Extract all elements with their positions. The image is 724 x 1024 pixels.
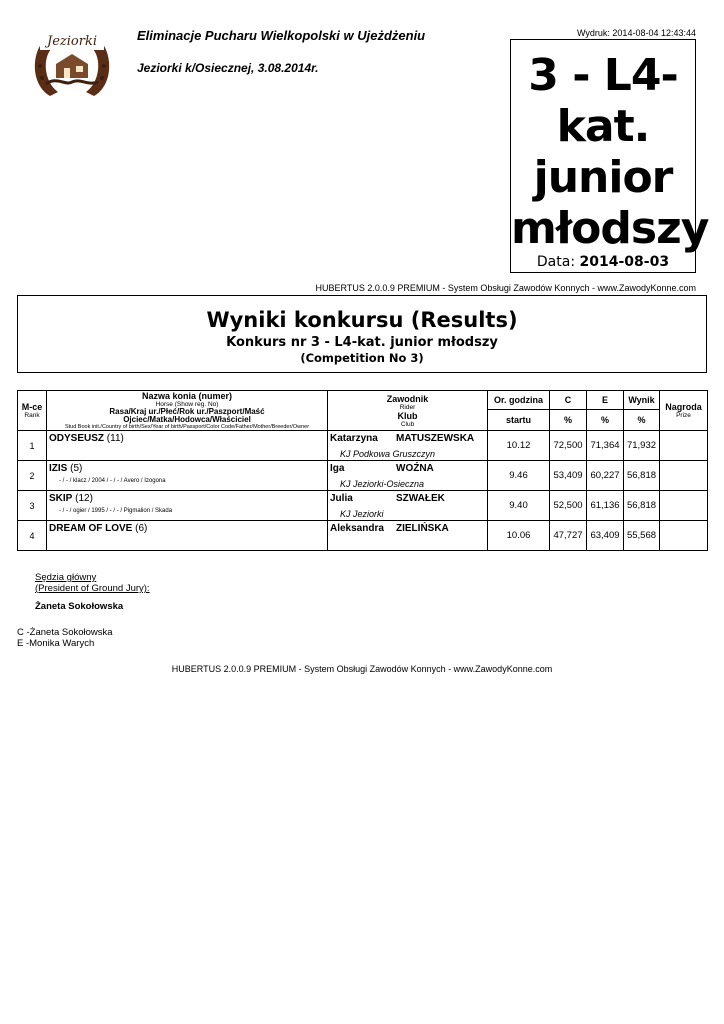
jury-member: C -Żaneta Sokołowska [17,627,113,638]
col-c-sublabel: % [563,415,572,426]
horse-details: - / - / ogier / 1995 / - / - / Pigmalion / Skada [59,508,173,514]
row-horse [47,461,328,491]
rider-last-name: WOŹNA [396,463,434,474]
col-e-label: E [601,395,608,406]
competition-name-line: kat. [556,101,650,152]
col-rank-label-en: Rank [24,412,40,419]
row-result: 55,568 [624,521,660,551]
col-prize-label-en: Prize [676,412,691,419]
col-c-label: C [564,395,572,406]
row-rank: 3 [18,491,47,521]
judge-name: Żaneta Sokołowska [35,601,124,612]
competition-name-line: junior [533,152,673,203]
print-timestamp: Wydruk: 2014-08-04 12:43:44 [577,28,696,38]
col-time-header [488,391,550,410]
horse-name: SKIP [49,493,73,504]
col-time-sublabel: startu [505,415,531,426]
horse-number: (6) [135,523,148,534]
horse-details: - / - / klacz / 2004 / - / - / Avero / Izogona [59,478,166,484]
col-result-header [624,391,660,410]
rider-first-name: Iga [330,463,345,474]
horse-number: (5) [70,463,83,474]
col-rank-header [18,391,47,431]
row-score-c: 72,500 [550,431,587,461]
row-score-e: 60,227 [587,461,624,491]
col-rider-label-en: Rider [399,403,416,411]
competition-date [511,254,695,270]
row-rider [328,491,488,521]
rider-last-name: ZIELIŃSKA [396,523,449,534]
col-prize-header [660,391,708,431]
row-result: 56,818 [624,491,660,521]
col-result-label: Wynik [628,395,655,406]
row-score-e: 63,409 [587,521,624,551]
judge-label-pl: Sędzia główny [35,572,97,583]
system-credit-top: HUBERTUS 2.0.0.9 PREMIUM - System Obsługi Zawodów Konnych - www.ZawodyKonne.com [315,283,696,293]
row-rank: 2 [18,461,47,491]
col-prize-label: Nagroda [665,402,702,412]
competition-name-line: 3 - L4- [528,50,678,101]
results-title: Wyniki konkursu (Results) [206,308,518,332]
results-table [17,390,708,551]
event-title: Eliminacje Pucharu Wielkopolski w Ujeżdżeniu [137,28,426,43]
row-score-c: 52,500 [550,491,587,521]
competition-box [510,39,709,273]
col-time-label: Or. godzina [493,395,543,406]
rider-club: KJ Podkowa Gruszczyn [340,449,436,459]
table-row [18,461,708,491]
results-subtitle: Konkurs nr 3 - L4-kat. junior młodszy [226,335,498,350]
row-horse [47,521,328,551]
col-e-header [587,391,624,410]
table-row [18,491,708,521]
col-result-subheader [624,410,660,431]
col-e-subheader [587,410,624,431]
row-rank: 4 [18,521,47,551]
results-subtitle-en: (Competition No 3) [300,351,424,365]
row-prize [660,491,708,521]
competition-name [511,50,709,254]
row-start-time: 10.12 [488,431,550,461]
horse-number: (12) [75,493,93,504]
row-rank: 1 [18,431,47,461]
row-horse [47,491,328,521]
judge-label-en: (President of Ground Jury): [35,583,150,594]
row-prize [660,461,708,491]
col-horse-header [47,391,328,431]
table-row [18,431,708,461]
row-score-e: 71,364 [587,431,624,461]
col-e-sublabel: % [600,415,609,426]
competition-name-line: młodszy [511,203,709,254]
horse-number: (11) [106,433,124,444]
rider-last-name: SZWAŁEK [396,493,445,504]
col-rider-header [328,391,488,431]
row-rider [328,461,488,491]
horse-name: IZIS [49,463,68,474]
row-result: 71,932 [624,431,660,461]
event-logo [26,26,118,100]
rider-first-name: Aleksandra [330,523,384,534]
col-c-subheader [550,410,587,431]
logo-lettering: Jeziorki [47,34,97,49]
row-score-c: 53,409 [550,461,587,491]
rider-club: KJ Jeziorki [340,509,384,519]
col-horse-line3: Ojciec/Matka/Hodowca/Właściciel [123,415,251,424]
rider-first-name: Katarzyna [330,433,378,444]
date-label: Data: [536,254,576,270]
row-start-time: 9.40 [488,491,550,521]
col-horse-label-en: Horse (Show reg. No) [155,401,219,408]
col-horse-line2: Rasa/Kraj ur./Płeć/Rok ur./Paszport/Maść [109,407,265,416]
row-result: 56,818 [624,461,660,491]
jury-list [17,627,113,649]
date-value: 2014-08-03 [579,254,670,270]
row-prize [660,521,708,551]
judge-label [35,572,150,594]
col-club-label-en: Club [400,420,415,428]
horse-name: ODYSEUSZ [49,433,105,444]
table-row [18,521,708,551]
jury-member: E -Monika Warych [17,638,95,649]
col-rank-label: M-ce [21,402,43,412]
col-horse-label: Nazwa konia (numer) [141,391,233,401]
horseshoe-logo-icon [26,26,118,100]
row-score-c: 47,727 [550,521,587,551]
col-c-header [550,391,587,410]
system-credit-bottom: HUBERTUS 2.0.0.9 PREMIUM - System Obsługi Zawodów Konnych - www.ZawodyKonne.com [171,664,553,674]
horse-name: DREAM OF LOVE [49,523,133,534]
row-rider [328,431,488,461]
table-header-row [18,391,708,410]
rider-last-name: MATUSZEWSKA [396,433,475,444]
row-score-e: 61,136 [587,491,624,521]
event-place-date: Jeziorki k/Osiecznej, 3.08.2014r. [137,61,319,75]
col-club-label: Klub [397,410,418,421]
col-horse-line4: Stud Book init./Country of birth/Sex/Year of birth/Passport/Color Code/Father/Mother/Breeder/Owner [64,424,310,430]
row-horse [47,431,328,461]
col-rider-label: Zawodnik [386,393,429,404]
row-prize [660,431,708,461]
row-start-time: 10.06 [488,521,550,551]
col-result-sublabel: % [637,415,646,426]
row-start-time: 9.46 [488,461,550,491]
rider-first-name: Julia [330,493,353,504]
row-rider [328,521,488,551]
rider-club: KJ Jeziorki-Osieczna [340,479,425,489]
results-title-box [17,295,707,373]
col-time-subheader [488,410,550,431]
